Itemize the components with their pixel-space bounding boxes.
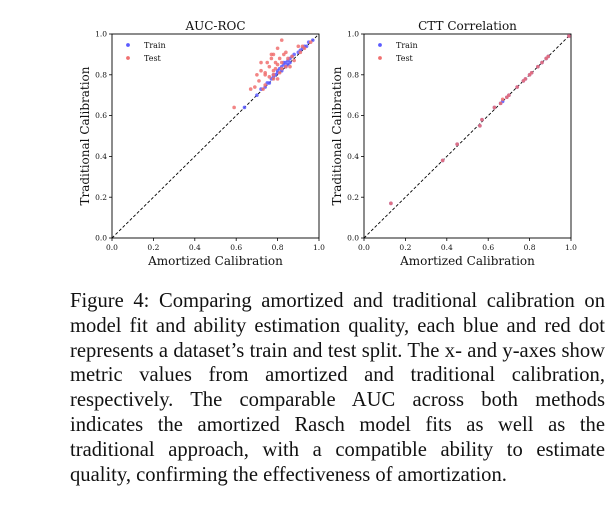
point-test <box>280 61 284 65</box>
point-test <box>265 61 269 65</box>
point-test <box>455 142 459 146</box>
point-test <box>268 65 272 69</box>
legend-label-train: Train <box>144 40 166 50</box>
point-test <box>253 85 257 89</box>
point-test <box>286 57 290 61</box>
point-train <box>268 81 272 85</box>
point-test <box>268 75 272 79</box>
point-test <box>507 93 511 97</box>
x-tick-label: 0.4 <box>188 243 201 252</box>
legend <box>126 41 166 63</box>
x-tick-label: 1.0 <box>313 243 325 252</box>
point-test <box>546 55 550 59</box>
legend-label-train: Train <box>396 40 418 50</box>
x-tick-label: 0.4 <box>440 243 453 252</box>
x-tick-label: 0.2 <box>147 243 160 252</box>
legend <box>378 41 418 63</box>
point-test <box>389 202 393 206</box>
point-test <box>263 71 267 75</box>
point-test <box>567 34 571 38</box>
point-test <box>480 118 484 122</box>
x-tick-label: 0.8 <box>523 243 536 252</box>
series-train <box>389 34 571 205</box>
point-test <box>303 46 307 50</box>
legend-label-test: Test <box>144 53 161 63</box>
x-tick-label: 1.0 <box>565 243 577 252</box>
point-test <box>272 77 276 81</box>
point-test <box>299 51 303 55</box>
chart-title: AUC-ROC <box>185 19 246 33</box>
x-tick-label: 0.8 <box>271 243 284 252</box>
y-tick-label: 0.4 <box>95 152 107 161</box>
y-tick-label: 0.2 <box>95 192 107 202</box>
point-test <box>309 40 313 44</box>
point-test <box>280 67 284 71</box>
figure-caption: Figure 4: Comparing amortized and traditional calibration on model fit and ability estimation quality, each blue and red dot represents a dataset’s train and test split. The x- and y-axes show metric values from amortized and traditional calibration, respectively. The comparable AUC across both methods indicates the amortized Rasch model fits as well as the traditional approach, with a compatible ability to estimate quality, confirming the effectiveness of amortization. <box>70 290 605 486</box>
y-tick-label: 0.8 <box>95 70 107 80</box>
point-train <box>288 61 292 65</box>
legend-marker-train <box>126 43 130 47</box>
point-test <box>276 63 280 67</box>
point-train <box>255 93 259 97</box>
point-test <box>261 87 265 91</box>
point-test <box>278 57 282 61</box>
identity-line <box>364 34 571 238</box>
point-test <box>515 85 519 89</box>
y-tick-label: 0.8 <box>347 70 359 80</box>
legend-marker-test <box>378 56 382 60</box>
y-tick-label: 0.4 <box>347 152 359 161</box>
legend-marker-train <box>378 43 382 47</box>
point-test <box>530 71 534 75</box>
chart-title: CTT Correlation <box>418 19 517 33</box>
x-tick-label: 0.0 <box>106 243 118 252</box>
point-test <box>270 57 274 61</box>
point-test <box>255 73 259 77</box>
point-test <box>524 77 528 81</box>
point-test <box>272 53 276 57</box>
x-axis-label: Amortized Calibration <box>148 254 283 268</box>
point-test <box>232 106 236 110</box>
legend-marker-test <box>126 56 130 60</box>
y-tick-label: 0.0 <box>347 233 359 243</box>
point-train <box>243 106 247 110</box>
y-axis-label: Traditional Calibration <box>78 66 92 206</box>
point-test <box>280 38 284 42</box>
point-test <box>292 59 296 63</box>
x-axis-label: Amortized Calibration <box>400 254 535 268</box>
point-test <box>272 73 276 77</box>
point-test <box>259 69 263 73</box>
point-test <box>249 87 253 91</box>
point-test <box>288 65 292 69</box>
y-tick-label: 0.2 <box>347 192 359 202</box>
point-test <box>259 61 263 65</box>
point-test <box>297 44 301 48</box>
point-test <box>284 51 288 55</box>
x-tick-label: 0.6 <box>482 243 495 252</box>
y-tick-label: 0.6 <box>347 111 359 121</box>
point-test <box>540 61 544 65</box>
x-tick-label: 0.6 <box>230 243 243 252</box>
point-test <box>276 77 280 81</box>
point-test <box>501 97 505 101</box>
series-test <box>389 34 571 205</box>
point-test <box>284 65 288 69</box>
y-tick-label: 0.6 <box>95 111 107 121</box>
point-test <box>441 159 445 163</box>
y-axis-label: Traditional Calibration <box>330 66 344 206</box>
chart-1 <box>78 19 325 268</box>
point-test <box>276 46 280 50</box>
point-test <box>257 79 261 83</box>
chart-2 <box>330 19 577 268</box>
point-test <box>290 55 294 59</box>
point-test <box>536 65 540 69</box>
y-tick-label: 0.0 <box>95 233 107 243</box>
y-tick-label: 1.0 <box>347 29 359 39</box>
point-test <box>478 124 482 128</box>
point-test <box>274 67 278 71</box>
legend-label-test: Test <box>396 53 413 63</box>
x-tick-label: 0.2 <box>399 243 412 252</box>
y-tick-label: 1.0 <box>95 29 107 39</box>
point-test <box>499 102 503 106</box>
x-tick-label: 0.0 <box>358 243 370 252</box>
point-test <box>263 83 267 87</box>
point-test <box>493 106 497 110</box>
point-test <box>278 71 282 75</box>
